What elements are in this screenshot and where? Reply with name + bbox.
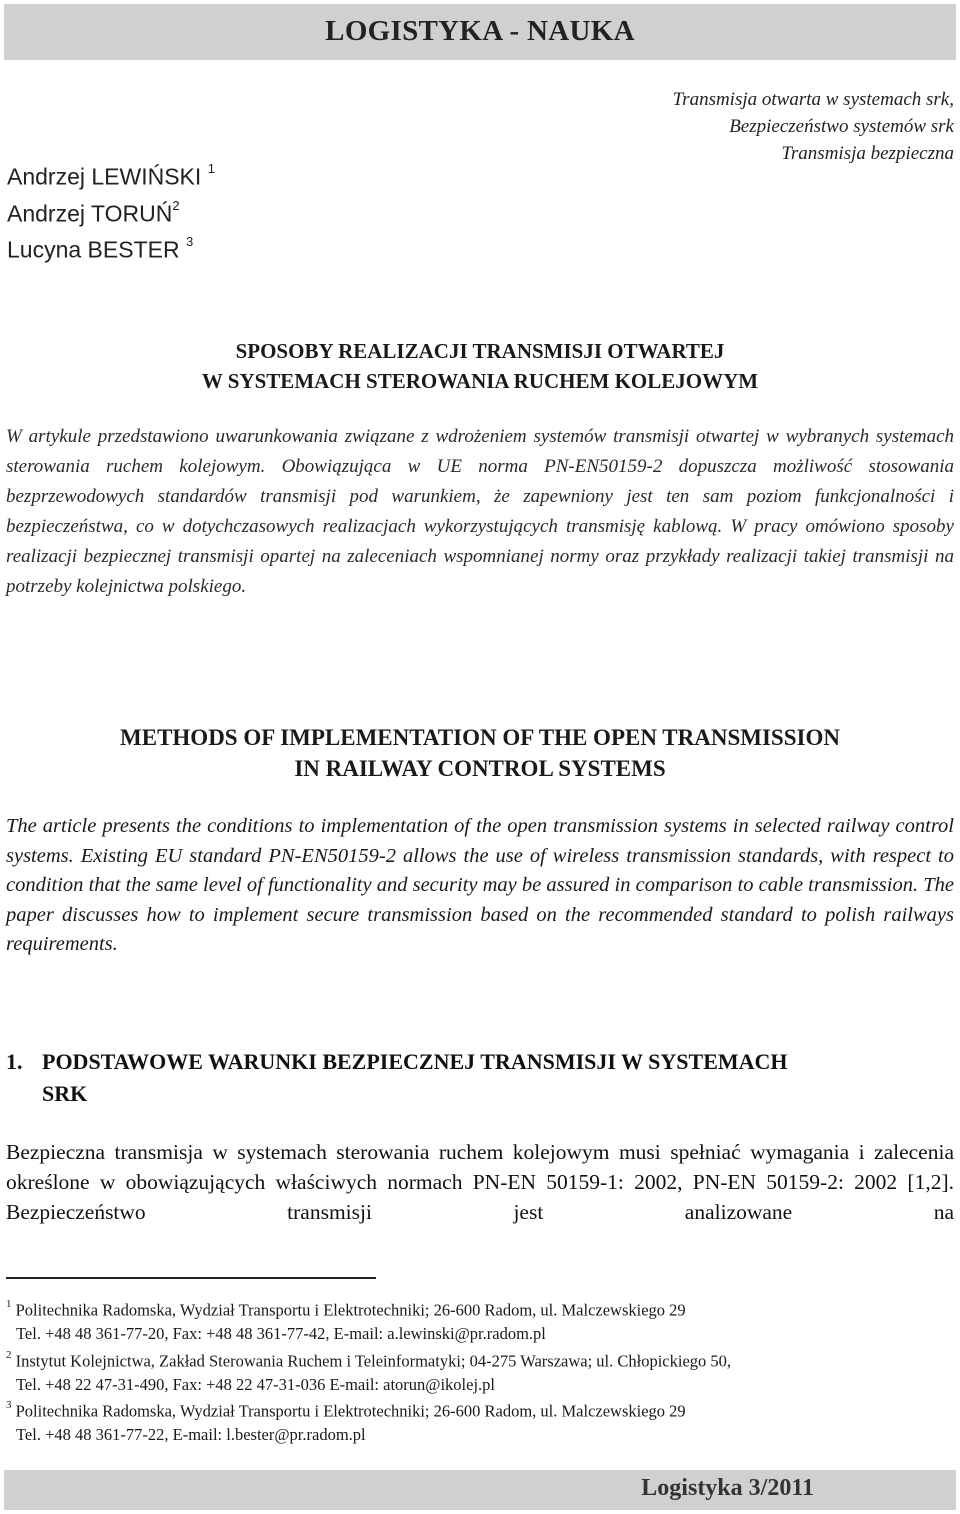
paper-title-pl	[0, 336, 960, 396]
footer-band	[4, 1470, 956, 1510]
keywords	[673, 86, 954, 167]
author-name: Lucyna BESTER	[7, 236, 180, 263]
title-line: IN RAILWAY CONTROL SYSTEMS	[294, 756, 666, 781]
author-ref: 3	[185, 234, 194, 250]
abstract-en: The article presents the conditions to implementation of the open transmission systems in selected railway control systems. Existing EU standard PN-EN50159-2 allows the use of wireless transmission standards, with respect to condition that the same level of functionality and security may be assured in comparison to cable transmission. The paper discusses how to implement secure transmission based on the recommended standard to polish railways requirements.	[6, 815, 954, 955]
footnotes	[6, 1295, 954, 1447]
journal-section-title: LOGISTYKA - NAUKA	[325, 15, 635, 47]
footnote-affiliation: Politechnika Radomska, Wydział Transportu i Elektrotechniki; 26-600 Radom, ul. Malczewskiego 29	[15, 1401, 686, 1421]
section-body-text: Bezpieczna transmisja w systemach sterowania ruchem kolejowym musi spełniać wymagania i zalecenia określone w obowiązujących właściwych normach PN-EN 50159-1: 2002, PN-EN 50159-2: 2002 [1,2]. Bezpieczeństwo transmisji jest analizowane na	[6, 1140, 954, 1224]
author	[7, 193, 215, 230]
author-ref: 1	[207, 161, 215, 176]
footnote	[6, 1346, 954, 1397]
footnote-ref: 2	[6, 1348, 12, 1361]
footnote	[6, 1396, 954, 1447]
abstract-pl: W artykule przedstawiono uwarunkowania związane z wdrożeniem systemów transmisji otwartej w wybranych systemach sterowania ruchem kolejowym. Obowiązująca w UE norma PN-EN50159-2 dopuszcza możliwość stosowania bezprzewodowych standardów transmisji pod warunkiem, że zapewniony jest ten sam poziom funkcjonalności i bezpieczeństwa, co w dotychczasowych realizacjach wykorzystujących transmisję kablową. W pracy omówiono sposoby realizacji bezpiecznej transmisji opartej na zaleceniach wspomnianej normy oraz przykłady realizacji takiej transmisji na potrzeby kolejnictwa polskiego.	[6, 426, 954, 597]
author-name: Andrzej LEWIŃSKI	[7, 163, 202, 190]
section-heading	[6, 1046, 954, 1110]
section-title-line: PODSTAWOWE WARUNKI BEZPIECZNEJ TRANSMISJI W SYSTEMACH	[42, 1049, 788, 1074]
footnote-ref: 1	[6, 1298, 12, 1310]
author-name: Andrzej TORUŃ	[7, 200, 173, 227]
author-ref: 2	[172, 197, 180, 213]
keyword: Transmisja bezpieczna	[781, 143, 954, 164]
keyword: Bezpieczeństwo systemów srk	[729, 116, 954, 137]
footnote-contact: Tel. +48 48 361-77-20, Fax: +48 48 361-77-42, E-mail: a.lewinski@pr.radom.pl	[16, 1324, 546, 1343]
footnote-affiliation: Politechnika Radomska, Wydział Transportu i Elektrotechniki; 26-600 Radom, ul. Malczewskiego 29	[15, 1300, 686, 1320]
author-list	[7, 156, 215, 266]
footnote-affiliation: Instytut Kolejnictwa, Zakład Sterowania Ruchem i Teleinformatyki; 04-275 Warszawa; ul. Chłopickiego 50,	[15, 1351, 732, 1370]
footnote	[6, 1295, 954, 1346]
author	[7, 229, 215, 266]
header-band	[4, 4, 956, 60]
footnote-divider	[6, 1277, 376, 1279]
title-line: METHODS OF IMPLEMENTATION OF THE OPEN TRANSMISSION	[120, 725, 840, 750]
keyword: Transmisja otwarta w systemach srk,	[672, 89, 954, 110]
title-line: W SYSTEMACH STEROWANIA RUCHEM KOLEJOWYM	[201, 369, 759, 393]
footnote-ref: 3	[6, 1399, 12, 1411]
footnote-contact: Tel. +48 22 47-31-490, Fax: +48 22 47-31-036 E-mail: atorun@ikolej.pl	[16, 1374, 495, 1394]
section-title-line: SRK	[42, 1081, 88, 1106]
journal-issue: Logistyka 3/2011	[641, 1475, 814, 1501]
author	[7, 156, 215, 193]
footnote-contact: Tel. +48 48 361-77-22, E-mail: l.bester@pr.radom.pl	[16, 1425, 366, 1444]
title-line: SPOSOBY REALIZACJI TRANSMISJI OTWARTEJ	[235, 339, 725, 363]
section-number: 1.	[6, 1049, 23, 1074]
paper-title-en	[0, 722, 960, 784]
